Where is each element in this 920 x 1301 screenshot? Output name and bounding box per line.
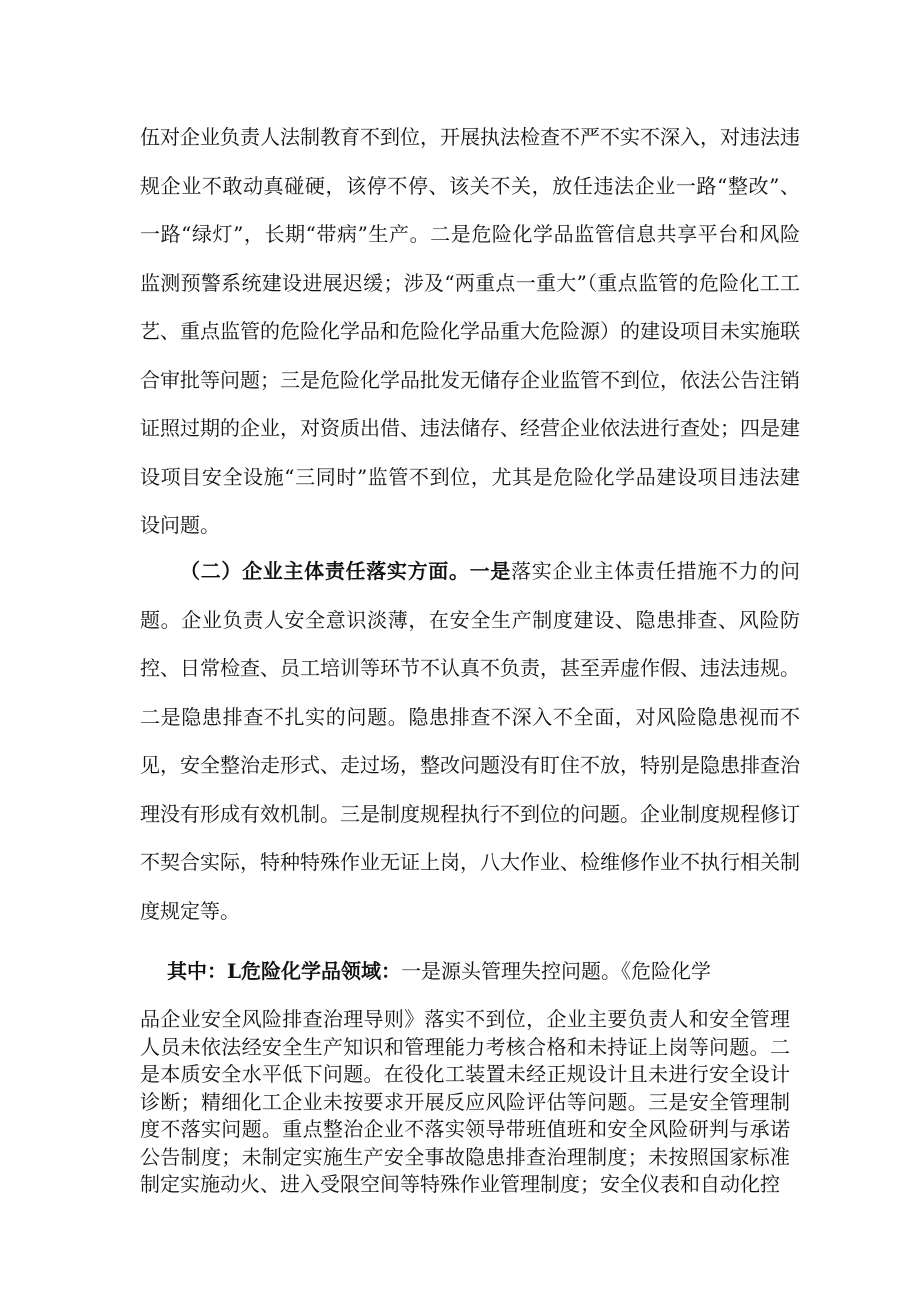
paragraph-enterprise-responsibility <box>140 547 800 935</box>
paragraph-regulatory-issues: 伍对企业负责人法制教育不到位，开展执法检查不严不实不深入，对违法违规企业不敢动真碰硬，该停不停、该关不关，放任违法企业一路“整改”、一路“绿灯”，长期“带病”生产。二是危险化学品监管信息共享平台和风险监测预警系统建设进展迟缓；涉及“两重点一重大”（重点监管的危险化工工艺、重点监管的危险化学品和危险化学品重大危险源）的建设项目未实施联合审批等问题；三是危险化学品批发无储存企业监管不到位，依法公告注销证照过期的企业，对资质出借、违法储存、经营企业依法进行查处；四是建设项目安全设施“三同时”监管不到位，尤其是危险化学品建设项目违法建设问题。 <box>140 125 800 537</box>
paragraph-hazardous-chemicals-intro <box>140 947 820 995</box>
paragraph-body: 一是源头管理失控问题。《危险化学 <box>401 959 712 983</box>
subsection-heading: 其中：L危险化学品领域： <box>167 959 402 983</box>
item-lead: 一是 <box>469 559 512 583</box>
section-heading: （二）企业主体责任落实方面。 <box>180 559 470 583</box>
paragraph-body: 落实企业主体责任措施不力的问题。企业负责人安全意识淡薄，在安全生产制度建设、隐患排查、风险防控、日常检查、员工培训等环节不认真不负责，甚至弄虚作假、违法违规。二是隐患排查不扎实的问题。隐患排查不深入不全面，对风险隐患视而不见，安全整治走形式、走过场，整改问题没有盯住不放，特别是隐患排查治理没有形成有效机制。三是制度规程执行不到位的问题。企业制度规程修订不契合实际，特种特殊作业无证上岗，八大作业、检维修作业不执行相关制度规定等。 <box>140 559 801 923</box>
paragraph-hazardous-chemicals-detail: 品企业安全风险排查治理导则》落实不到位，企业主要负责人和安全管理人员未依法经安全生产知识和管理能力考核合格和未持证上岗等问题。二是本质安全水平低下问题。在役化工装置未经正规设计且未进行安全设计诊断；精细化工企业未按要求开展反应风险评估等问题。三是安全管理制度不落实问题。重点整治企业不落实领导带班值班和安全风险研判与承诺公告制度；未制定实施生产安全事故隐患排查治理制度；未按照国家标准制定实施动火、进入受限空间等特殊作业管理制度；安全仪表和自动化控 <box>140 1007 790 1196</box>
